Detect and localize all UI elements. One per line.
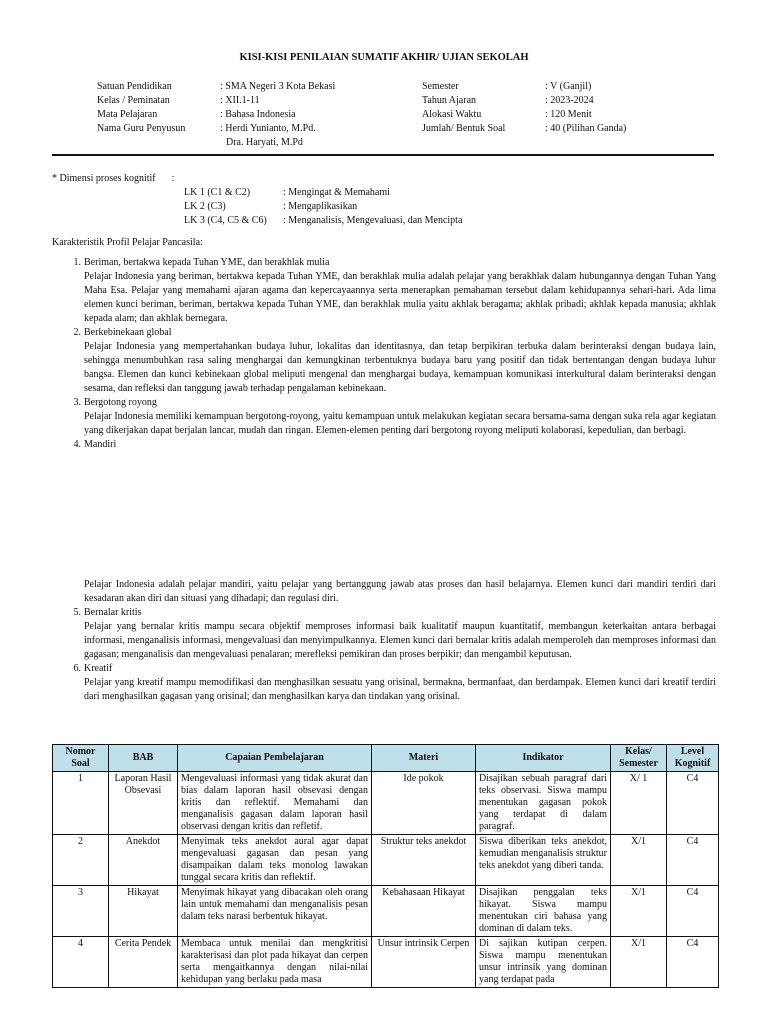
profile-item-description: Pelajar Indonesia yang beriman, bertakwa kepada Tuhan YME, dan berakhlak mulia adalah pelajar yang berakhlak dalam hubungannya dengan Tuhan Yang Maha Esa. Pelajar yang memahami ajaran agama dan kepercayaannya serta menerapkan pemahaman tersebut dalam kehidupannya sehari-hari. Ada lima elemen kunci beriman, beriman, bertakwa kepada Tuhan YME, dan berakhlak mulia yaitu akhlak beragama; akhlak pribadi; akhlak kepada manusia; akhlak kepada alam; dan akhlak bernegara. <box>84 271 716 324</box>
table-row <box>53 772 719 835</box>
profile-item-body <box>84 256 716 326</box>
profile-item-number: 2. <box>73 327 81 338</box>
profile-item-description: Pelajar Indonesia memiliki kemampuan bergotong-royong, yaitu kemampuan untuk melakukan kegiatan secara bersama-sama dengan suka rela agar kegiatan yang dikerjakan dapat berjalan lancar, mudah dan ringan. Elemen-elemen penting dari bergotong royong meliputi kolaborasi, kepedulian, dan berbagi. <box>84 411 716 436</box>
identity-label: Semester <box>422 81 459 92</box>
cell-class-semester: X/1 <box>611 937 667 988</box>
identity-label: Alokasi Waktu <box>422 109 482 120</box>
profile-item <box>52 662 716 704</box>
cell-material: Unsur intrinsik Cerpen <box>372 937 476 988</box>
identity-row-extra <box>97 136 717 150</box>
cell-class-semester: X/ 1 <box>611 772 667 835</box>
identity-row <box>97 80 717 94</box>
identity-row <box>97 108 717 122</box>
profile-item-title: Bergotong royong <box>84 397 157 408</box>
identity-row <box>97 94 717 108</box>
cognitive-dimension-block <box>52 172 712 228</box>
profile-item-title: Kreatif <box>84 663 113 674</box>
identity-label: Kelas / Peminatan <box>97 95 170 106</box>
identity-row <box>97 122 717 136</box>
cell-material: Kebahasaan Hikayat <box>372 886 476 937</box>
identity-label: Tahun Ajaran <box>422 95 477 106</box>
document-title: KISI-KISI PENILAIAN SUMATIF AKHIR/ UJIAN SEKOLAH <box>239 52 529 63</box>
profile-item-title: Beriman, bertakwa kepada Tuhan YME, dan berakhlak mulia <box>84 257 330 268</box>
cell-chapter: Cerita Pendek <box>109 937 178 988</box>
cell-learning-outcome: Menyimak teks anekdot aural agar dapat mengevaluasi gagasan dan pesan yang disampaikan dalam teks monolog lawakan tunggal secara kritis dan reflektif. <box>178 835 372 886</box>
header-divider <box>52 154 714 156</box>
cell-class-semester: X/1 <box>611 886 667 937</box>
cognitive-level-row <box>52 200 712 214</box>
profile-section <box>52 236 716 704</box>
column-header: Capaian Pembelajaran <box>178 745 372 772</box>
profile-item-title: Mandiri <box>84 439 117 450</box>
identity-value: : 120 Menit <box>545 109 592 120</box>
cell-chapter: Laporan Hasil Obsevasi <box>109 772 178 835</box>
cell-chapter: Anekdot <box>109 835 178 886</box>
profile-item-description: Pelajar yang kreatif mampu memodifikasi dan menghasilkan sesuatu yang orisinal, bermakna, bermanfaat, dan berdampak. Elemen kunci dari kreatif terdiri dari menghasilkan gagasan yang orisinal; dan menghasilkan karya dan tindakan yang orisinal. <box>84 677 716 702</box>
cell-question-number: 3 <box>53 886 109 937</box>
cell-learning-outcome: Mengevaluasi informasi yang tidak akurat dan bias dalam laporan hasil obsevasi dengan kritis dan reflektif. Memahami dan menganalisis gagasan dalam laporan hasil observasi dengan kritis dan refletif. <box>178 772 372 835</box>
cognitive-level-row <box>52 214 712 228</box>
identity-label: Nama Guru Penyusun <box>97 123 186 134</box>
cell-indicator: Disajikan sebuah paragraf dari teks observasi. Siswa mampu menentukan gagasan pokok yang terdapat di dalam paragraf. <box>476 772 611 835</box>
profile-item <box>52 256 716 326</box>
page-blank-gap <box>84 452 716 578</box>
identity-value: : Herdi Yunianto, M.Pd. <box>220 123 316 134</box>
cognitive-dimension-colon: : <box>171 173 175 184</box>
kisi-kisi-table <box>52 744 719 988</box>
column-header: Kelas/ Semester <box>611 745 667 772</box>
identity-label: Satuan Pendidikan <box>97 81 172 92</box>
cognitive-level-row <box>52 186 712 200</box>
table-header-row <box>53 745 719 772</box>
profile-item <box>52 438 716 606</box>
profile-item-title: Bernalar kritis <box>84 607 142 618</box>
cell-learning-outcome: Menyimak hikayat yang dibacakan oleh orang lain untuk memahami dan menganalisis pesan dalam teks narasi berbentuk hikayat. <box>178 886 372 937</box>
cognitive-level-desc: : Mengingat & Memahami <box>283 187 390 198</box>
profile-item-number: 6. <box>73 663 81 674</box>
profile-item <box>52 326 716 396</box>
identity-label: Jumlah/ Bentuk Soal <box>422 123 506 134</box>
profile-item-number: 3. <box>73 397 81 408</box>
profile-item <box>52 606 716 662</box>
identity-value: : Bahasa Indonesia <box>220 109 296 120</box>
cognitive-level-desc: : Mengaplikasikan <box>283 201 358 212</box>
cell-question-number: 1 <box>53 772 109 835</box>
cell-learning-outcome: Membaca untuk menilai dan mengkritisi karakterisasi dan plot pada hikayat dan cerpen serta mengaitkannya dengan nilai-nilai kehidupan yang berlaku pada masa <box>178 937 372 988</box>
profile-item-body <box>84 606 716 662</box>
cognitive-dimension-heading <box>52 172 712 186</box>
table-row <box>53 937 719 988</box>
profile-item-body <box>84 326 716 396</box>
cell-indicator: Disajikan penggalan teks hikayat. Siswa mampu menentukan ciri bahasa yang dominan di dalam teks. <box>476 886 611 937</box>
identity-label: Mata Pelajaran <box>97 109 158 120</box>
cell-question-number: 2 <box>53 835 109 886</box>
cell-question-number: 4 <box>53 937 109 988</box>
cell-chapter: Hikayat <box>109 886 178 937</box>
identity-value: : SMA Negeri 3 Kota Bekasi <box>220 81 336 92</box>
profile-list <box>52 256 716 704</box>
cognitive-level-code: LK 1 (C1 & C2) <box>184 187 251 198</box>
profile-item <box>52 396 716 438</box>
profile-item-description: Pelajar yang bernalar kritis mampu secara objektif memproses informasi baik kualitatif maupun kuantitatif, membangun keterkaitan antara berbagai informasi, menganalisis informasi, mengevaluasi dan menyimpulkannya. Elemen kunci dari bernalar kritis adalah memperoleh dan memproses informasi dan gagasan; menganalisis dan mengevaluasi penalaran; merefleksi pemikiran dan proses berpikir; dan mengambil keputusan. <box>84 621 716 660</box>
identity-block <box>97 80 717 150</box>
cognitive-level-code: LK 2 (C3) <box>184 201 226 212</box>
column-header: Materi <box>372 745 476 772</box>
table-row <box>53 835 719 886</box>
profile-item-number: 5. <box>73 607 81 618</box>
profile-item-description: Pelajar Indonesia adalah pelajar mandiri, yaitu pelajar yang bertanggung jawab atas proses dan hasil belajarnya. Elemen kunci dari mandiri terdiri dari kesadaran akan diri dan situasi yang dihadapi; dan regulasi diri. <box>84 579 716 604</box>
cognitive-dimension-label: * Dimensi proses kognitif <box>52 173 156 184</box>
cell-material: Struktur teks anekdot <box>372 835 476 886</box>
cell-cognitive-level: C4 <box>667 772 719 835</box>
cell-cognitive-level: C4 <box>667 937 719 988</box>
cell-material: Ide pokok <box>372 772 476 835</box>
table-row <box>53 886 719 937</box>
cell-cognitive-level: C4 <box>667 886 719 937</box>
identity-value: : XII.1-11 <box>220 95 260 106</box>
profile-item-title: Berkebinekaan global <box>84 327 172 338</box>
column-header: Indikator <box>476 745 611 772</box>
profile-item-number: 1. <box>73 257 81 268</box>
cell-indicator: Di sajikan kutipan cerpen. Siswa mampu menentukan unsur intrinsik yang dominan yang terdapat pada <box>476 937 611 988</box>
cell-indicator: Siswa diberikan teks anekdot, kemudian menganalisis struktur teks anekdot yang diberi tanda. <box>476 835 611 886</box>
profile-item-body <box>84 396 716 438</box>
identity-value: : 2023-2024 <box>545 95 594 106</box>
profile-item-number: 4. <box>73 439 81 450</box>
cognitive-level-desc: : Menganalisis, Mengevaluasi, dan Mencipta <box>283 215 463 226</box>
column-header: Level Kognitif <box>667 745 719 772</box>
profile-item-description: Pelajar Indonesia yang mempertahankan budaya luhur, lokalitas dan identitasnya, dan tetap berpikiran terbuka dalam berinteraksi dengan budaya lain, sehingga menumbuhkan rasa saling menghargai dan kemungkinan terbentuknya budaya baru yang positif dan tidak bertentangan dengan budaya luhur bangsa. Elemen dan kunci kebinekaan global meliputi mengenal dan menghargai budaya, kemampuan komunikasi interkultural dalam berinteraksi dengan sesama, dan refleksi dan tanggung jawab terhadap pengalaman kebinekaan. <box>84 341 716 394</box>
cell-cognitive-level: C4 <box>667 835 719 886</box>
identity-value: Dra. Haryati, M.Pd <box>226 137 303 148</box>
identity-value: : 40 (Pilihan Ganda) <box>545 123 627 134</box>
column-header: Nomor Soal <box>53 745 109 772</box>
profile-item-body <box>84 662 716 704</box>
cognitive-level-code: LK 3 (C4, C5 & C6) <box>184 215 267 226</box>
profile-heading: Karakteristik Profil Pelajar Pancasila: <box>52 237 203 248</box>
identity-value: : V (Ganjil) <box>545 81 592 92</box>
cell-class-semester: X/1 <box>611 835 667 886</box>
column-header: BAB <box>109 745 178 772</box>
profile-item-body <box>84 438 716 606</box>
